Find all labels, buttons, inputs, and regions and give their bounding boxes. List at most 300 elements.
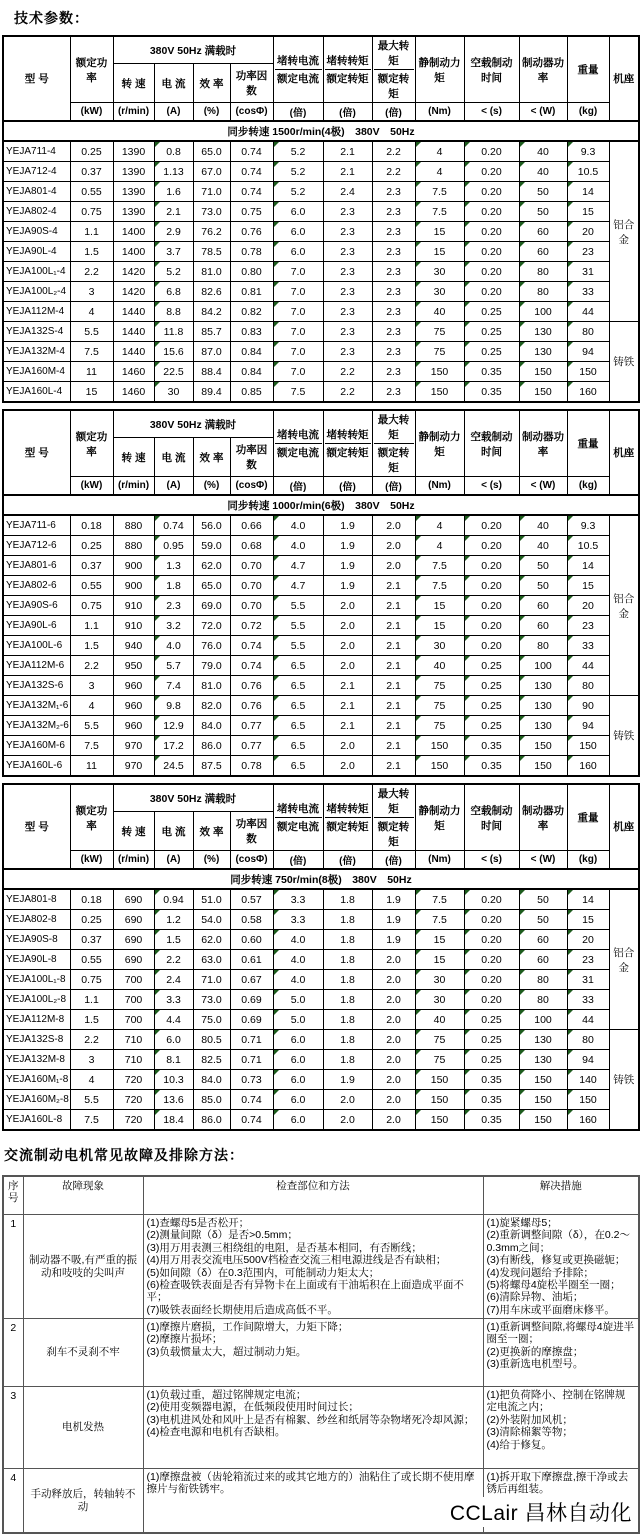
value-cell: 60 (519, 222, 567, 242)
spec-tables-container (2, 35, 638, 1131)
value-cell: 2.1 (323, 716, 372, 736)
model-cell: YEJA801-8 (3, 889, 70, 910)
sync-speed-subheader: 同步转速 750r/min(8极) 380V 50Hz (3, 869, 639, 889)
sync-speed-subheader: 同步转速 1500r/min(4极) 380V 50Hz (3, 121, 639, 141)
value-cell: 150 (519, 362, 567, 382)
value-cell: 1.8 (323, 1050, 372, 1070)
value-cell: 3 (70, 1050, 113, 1070)
value-cell: 4.7 (273, 576, 323, 596)
fault-no-cell: 4 (3, 1469, 23, 1534)
header-rated-power: 额定功率 (70, 36, 113, 103)
header-current: 电 流 (154, 438, 193, 477)
value-cell: 7.5 (415, 889, 464, 910)
unit-cell: < (W) (519, 851, 567, 870)
model-cell: YEJA132S-8 (3, 1030, 70, 1050)
value-cell: 75 (415, 676, 464, 696)
check-item: (1)摩擦盘被（齿轮箱流过来的或其它地方的）油粘住了或长期不使用摩擦片与衔铁锈牢。 (146, 1471, 475, 1496)
header-locked-rotor-current-ratio: 堵转电流 额定电流 (273, 784, 323, 851)
value-cell: 82.6 (193, 282, 230, 302)
value-cell: 4 (415, 536, 464, 556)
unit-cell: (Nm) (415, 477, 464, 496)
value-cell: 0.37 (70, 556, 113, 576)
header-power-factor: 功率因数 (230, 812, 273, 851)
value-cell: 10.5 (567, 536, 609, 556)
value-cell: 1390 (113, 202, 154, 222)
value-cell: 94 (567, 716, 609, 736)
value-cell: 3 (70, 676, 113, 696)
value-cell: 0.70 (230, 556, 273, 576)
value-cell: 2.3 (372, 382, 415, 403)
value-cell: 33 (567, 990, 609, 1010)
value-cell: 0.69 (230, 990, 273, 1010)
value-cell: 5.0 (273, 1010, 323, 1030)
value-cell: 0.82 (230, 302, 273, 322)
value-cell: 7.5 (70, 1110, 113, 1131)
model-cell: YEJA132M-4 (3, 342, 70, 362)
value-cell: 0.20 (464, 616, 519, 636)
value-cell: 130 (519, 1050, 567, 1070)
value-cell: 910 (113, 616, 154, 636)
spec-row (3, 162, 639, 182)
value-cell: 84.2 (193, 302, 230, 322)
value-cell: 50 (519, 182, 567, 202)
value-cell: 1.9 (372, 930, 415, 950)
value-cell: 0.20 (464, 182, 519, 202)
value-cell: 0.20 (464, 576, 519, 596)
value-cell: 30 (415, 282, 464, 302)
value-cell: 0.74 (154, 515, 193, 536)
value-cell: 85.7 (193, 322, 230, 342)
fix-item: (1)把负荷降小、控制在铭牌规定电流之内； (486, 1389, 626, 1414)
value-cell: 2.2 (372, 141, 415, 162)
value-cell: 2.3 (372, 322, 415, 342)
model-cell: YEJA712-6 (3, 536, 70, 556)
model-cell: YEJA160L-4 (3, 382, 70, 403)
value-cell: 7.0 (273, 302, 323, 322)
value-cell: 78.5 (193, 242, 230, 262)
value-cell: 15 (567, 910, 609, 930)
value-cell: 7.5 (415, 910, 464, 930)
value-cell: 1.8 (323, 1030, 372, 1050)
header-model: 型 号 (3, 784, 70, 869)
value-cell: 6.5 (273, 736, 323, 756)
spec-row (3, 262, 639, 282)
value-cell: 73.0 (193, 202, 230, 222)
spec-row (3, 1030, 639, 1050)
value-cell: 690 (113, 930, 154, 950)
check-item: (2)测量间隙（δ）是否>0.5mm； (146, 1229, 298, 1242)
spec-row (3, 616, 639, 636)
value-cell: 5.5 (273, 636, 323, 656)
value-cell: 2.2 (323, 362, 372, 382)
value-cell: 2.9 (154, 222, 193, 242)
value-cell: 50 (519, 576, 567, 596)
value-cell: 23 (567, 950, 609, 970)
value-cell: 80 (519, 990, 567, 1010)
check-item: (3)电机进风处和风叶上是否有棉絮、纱丝和纸屑等杂物堵死冷却风源； (146, 1413, 475, 1426)
value-cell: 0.75 (70, 970, 113, 990)
value-cell: 0.25 (464, 696, 519, 716)
value-cell: 80 (519, 262, 567, 282)
value-cell: 3.3 (273, 889, 323, 910)
value-cell: 0.70 (230, 596, 273, 616)
value-cell: 7.5 (415, 556, 464, 576)
value-cell: 11.8 (154, 322, 193, 342)
value-cell: 5.5 (70, 716, 113, 736)
check-item: (1)摩擦片磨损，工作间隙增大，力矩下降； (146, 1321, 349, 1333)
fix-item: (5)将螺母4旋松半圈至一圈； (486, 1278, 621, 1291)
unit-cell: (r/min) (113, 851, 154, 870)
fault-row (3, 1215, 639, 1319)
spec-table-2 (2, 409, 640, 777)
value-cell: 85.0 (193, 1090, 230, 1110)
model-cell: YEJA112M-6 (3, 656, 70, 676)
value-cell: 20 (567, 930, 609, 950)
value-cell: 150 (415, 362, 464, 382)
value-cell: 5.2 (154, 262, 193, 282)
value-cell: 3 (70, 282, 113, 302)
value-cell: 0.74 (230, 141, 273, 162)
check-item: (3)用万用表测三相绕组的电阻，是否基本相同，有否断线； (146, 1241, 422, 1254)
value-cell: 84.0 (193, 1070, 230, 1090)
value-cell: 2.1 (323, 162, 372, 182)
header-locked-rotor-torque-ratio: 堵转转矩 额定转矩 (323, 36, 372, 103)
value-cell: 0.20 (464, 141, 519, 162)
unit-cell: (kg) (567, 477, 609, 496)
value-cell: 2.4 (323, 182, 372, 202)
value-cell: 950 (113, 656, 154, 676)
value-cell: 82.0 (193, 696, 230, 716)
value-cell: 80 (567, 322, 609, 342)
value-cell: 4 (70, 302, 113, 322)
value-cell: 4.0 (273, 970, 323, 990)
header-rated-power: 额定功率 (70, 784, 113, 851)
value-cell: 75 (415, 1050, 464, 1070)
value-cell: 80.5 (193, 1030, 230, 1050)
value-cell: 0.20 (464, 970, 519, 990)
unit-cell: (倍) (372, 851, 415, 870)
check-item: (5)如间隙（δ）在0.3范围内，可能制动力矩太大； (146, 1266, 380, 1279)
value-cell: 1.8 (323, 990, 372, 1010)
value-cell: 1.8 (323, 950, 372, 970)
value-cell: 69.0 (193, 596, 230, 616)
header-load-group: 380V 50Hz 满载时 (113, 410, 273, 438)
header-weight: 重量 (567, 410, 609, 477)
model-cell: YEJA90S-6 (3, 596, 70, 616)
spec-row (3, 990, 639, 1010)
value-cell: 0.85 (230, 382, 273, 403)
value-cell: 11 (70, 362, 113, 382)
value-cell: 0.74 (230, 162, 273, 182)
value-cell: 0.35 (464, 756, 519, 777)
value-cell: 0.69 (230, 1010, 273, 1030)
value-cell: 40 (519, 162, 567, 182)
frame-group-cell: 铸铁 (609, 1030, 639, 1131)
value-cell: 1.1 (70, 990, 113, 1010)
value-cell: 71.0 (193, 182, 230, 202)
fix-item: (2)外装附加风机； (486, 1413, 573, 1426)
value-cell: 0.25 (464, 676, 519, 696)
value-cell: 2.0 (372, 1110, 415, 1131)
spec-row (3, 382, 639, 403)
model-cell: YEJA90S-8 (3, 930, 70, 950)
fault-symptom-cell: 电机发热 (23, 1387, 143, 1469)
value-cell: 87.5 (193, 756, 230, 777)
spec-row (3, 656, 639, 676)
check-item: (1)负载过重，超过铭牌规定电流； (146, 1389, 307, 1401)
value-cell: 59.0 (193, 536, 230, 556)
check-item: (7)吸铁表面经长期使用后造成高低不平。 (146, 1303, 338, 1316)
value-cell: 2.0 (323, 756, 372, 777)
frame-group-cell: 铸铁 (609, 322, 639, 403)
value-cell: 0.20 (464, 556, 519, 576)
value-cell: 0.25 (464, 342, 519, 362)
spec-row (3, 950, 639, 970)
value-cell: 0.71 (230, 1030, 273, 1050)
value-cell: 0.35 (464, 382, 519, 403)
value-cell: 4 (415, 162, 464, 182)
value-cell: 2.3 (154, 596, 193, 616)
value-cell: 720 (113, 1110, 154, 1131)
value-cell: 73.0 (193, 990, 230, 1010)
value-cell: 2.0 (323, 736, 372, 756)
fault-table-wrap (2, 1175, 638, 1534)
spec-row (3, 362, 639, 382)
value-cell: 7.5 (415, 182, 464, 202)
value-cell: 0.61 (230, 950, 273, 970)
value-cell: 0.71 (230, 1050, 273, 1070)
header-max-torque-ratio: 最大转矩 额定转矩 (372, 784, 415, 851)
value-cell: 75 (415, 1030, 464, 1050)
value-cell: 4.0 (154, 636, 193, 656)
value-cell: 30 (415, 636, 464, 656)
header-frame: 机座 (609, 410, 639, 495)
header-speed: 转 速 (113, 438, 154, 477)
value-cell: 7.4 (154, 676, 193, 696)
model-cell: YEJA711-4 (3, 141, 70, 162)
value-cell: 130 (519, 696, 567, 716)
value-cell: 0.66 (230, 515, 273, 536)
value-cell: 0.25 (70, 536, 113, 556)
fault-check-cell (143, 1319, 483, 1387)
value-cell: 6.5 (273, 716, 323, 736)
model-cell: YEJA160L-6 (3, 756, 70, 777)
spec-row (3, 636, 639, 656)
value-cell: 0.75 (70, 202, 113, 222)
model-cell: YEJA132M-8 (3, 1050, 70, 1070)
value-cell: 0.37 (70, 162, 113, 182)
spec-row (3, 736, 639, 756)
value-cell: 6.5 (273, 676, 323, 696)
value-cell: 0.77 (230, 736, 273, 756)
value-cell: 60 (519, 242, 567, 262)
value-cell: 75 (415, 342, 464, 362)
unit-cell: (kW) (70, 477, 113, 496)
value-cell: 2.0 (372, 950, 415, 970)
unit-cell: < (s) (464, 103, 519, 122)
value-cell: 1420 (113, 262, 154, 282)
value-cell: 50 (519, 556, 567, 576)
value-cell: 56.0 (193, 515, 230, 536)
value-cell: 0.20 (464, 536, 519, 556)
fault-check-cell (143, 1215, 483, 1319)
spec-row (3, 889, 639, 910)
unit-cell: (r/min) (113, 103, 154, 122)
value-cell: 60 (519, 596, 567, 616)
value-cell: 8.8 (154, 302, 193, 322)
value-cell: 0.25 (464, 656, 519, 676)
header-max-torque-ratio: 最大转矩 额定转矩 (372, 410, 415, 477)
value-cell: 150 (519, 1110, 567, 1131)
value-cell: 4 (70, 1070, 113, 1090)
value-cell: 2.0 (372, 1070, 415, 1090)
value-cell: 150 (519, 736, 567, 756)
unit-cell: (Nm) (415, 103, 464, 122)
value-cell: 0.20 (464, 162, 519, 182)
value-cell: 2.0 (372, 1090, 415, 1110)
spec-row (3, 1110, 639, 1131)
check-item: (1)查螺母5是否松开； (146, 1217, 250, 1229)
value-cell: 5.7 (154, 656, 193, 676)
header-current: 电 流 (154, 64, 193, 103)
value-cell: 8.1 (154, 1050, 193, 1070)
value-cell: 5.0 (273, 990, 323, 1010)
header-power-factor: 功率因数 (230, 438, 273, 477)
value-cell: 87.0 (193, 342, 230, 362)
fix-item: (3)有断线，修复或更换磁轭； (486, 1254, 626, 1267)
value-cell: 900 (113, 556, 154, 576)
value-cell: 6.0 (273, 1050, 323, 1070)
spec-row (3, 182, 639, 202)
value-cell: 1400 (113, 242, 154, 262)
value-cell: 7.0 (273, 322, 323, 342)
value-cell: 2.0 (372, 970, 415, 990)
value-cell: 1.1 (70, 616, 113, 636)
value-cell: 2.1 (372, 616, 415, 636)
fault-row (3, 1387, 639, 1469)
value-cell: 2.3 (323, 302, 372, 322)
value-cell: 2.3 (372, 362, 415, 382)
unit-cell: (倍) (372, 477, 415, 496)
value-cell: 30 (415, 990, 464, 1010)
value-cell: 33 (567, 282, 609, 302)
value-cell: 1.9 (323, 515, 372, 536)
value-cell: 2.3 (372, 182, 415, 202)
frame-group-cell: 铝合金 (609, 141, 639, 322)
spec-row (3, 756, 639, 777)
value-cell: 970 (113, 736, 154, 756)
value-cell: 30 (154, 382, 193, 403)
value-cell: 690 (113, 889, 154, 910)
header-static-brake-torque: 静制动力矩 (415, 784, 464, 851)
fix-item: (1)旋紧螺母5； (486, 1217, 558, 1229)
value-cell: 0.35 (464, 1110, 519, 1131)
value-cell: 89.4 (193, 382, 230, 403)
model-cell: YEJA112M-8 (3, 1010, 70, 1030)
unit-cell: (倍) (273, 851, 323, 870)
value-cell: 700 (113, 970, 154, 990)
value-cell: 80 (519, 970, 567, 990)
fault-fix-cell (483, 1215, 639, 1319)
value-cell: 15 (567, 576, 609, 596)
value-cell: 4.7 (273, 556, 323, 576)
value-cell: 0.84 (230, 342, 273, 362)
value-cell: 7.5 (415, 576, 464, 596)
value-cell: 1460 (113, 362, 154, 382)
value-cell: 15 (415, 222, 464, 242)
value-cell: 0.20 (464, 596, 519, 616)
value-cell: 700 (113, 1010, 154, 1030)
value-cell: 150 (567, 736, 609, 756)
value-cell: 1420 (113, 282, 154, 302)
spec-row (3, 141, 639, 162)
value-cell: 1440 (113, 342, 154, 362)
fault-check-cell (143, 1469, 483, 1534)
value-cell: 60 (519, 930, 567, 950)
model-cell: YEJA100L₂-8 (3, 990, 70, 1010)
value-cell: 150 (519, 1090, 567, 1110)
model-cell: YEJA112M-4 (3, 302, 70, 322)
value-cell: 0.20 (464, 222, 519, 242)
value-cell: 1.9 (372, 910, 415, 930)
value-cell: 2.1 (323, 696, 372, 716)
value-cell: 0.25 (464, 716, 519, 736)
check-item: (2)摩擦片损坏； (146, 1333, 223, 1346)
value-cell: 15 (415, 950, 464, 970)
value-cell: 1.5 (154, 930, 193, 950)
model-cell: YEJA160M-4 (3, 362, 70, 382)
fault-fix-cell (483, 1319, 639, 1387)
value-cell: 4.4 (154, 1010, 193, 1030)
model-cell: YEJA100L₁-8 (3, 970, 70, 990)
frame-group-cell: 铝合金 (609, 515, 639, 696)
unit-cell: (kg) (567, 103, 609, 122)
model-cell: YEJA160M₂-8 (3, 1090, 70, 1110)
value-cell: 2.0 (372, 1010, 415, 1030)
value-cell: 80 (519, 636, 567, 656)
value-cell: 5.5 (273, 616, 323, 636)
header-weight: 重量 (567, 36, 609, 103)
unit-cell: (倍) (372, 103, 415, 122)
value-cell: 6.8 (154, 282, 193, 302)
value-cell: 7.0 (273, 342, 323, 362)
value-cell: 100 (519, 656, 567, 676)
value-cell: 2.3 (323, 322, 372, 342)
value-cell: 0.20 (464, 930, 519, 950)
value-cell: 2.1 (372, 596, 415, 616)
value-cell: 15 (415, 930, 464, 950)
value-cell: 0.94 (154, 889, 193, 910)
spec-row (3, 322, 639, 342)
value-cell: 76.2 (193, 222, 230, 242)
value-cell: 1.2 (154, 910, 193, 930)
unit-cell: (A) (154, 103, 193, 122)
value-cell: 62.0 (193, 930, 230, 950)
unit-cell: (kW) (70, 851, 113, 870)
value-cell: 2.2 (372, 162, 415, 182)
header-no-load-brake-time: 空载制动时间 (464, 410, 519, 477)
spec-row (3, 696, 639, 716)
value-cell: 2.0 (372, 556, 415, 576)
value-cell: 0.20 (464, 242, 519, 262)
value-cell: 2.0 (323, 656, 372, 676)
fault-col-fix: 解决措施 (483, 1176, 639, 1215)
model-cell: YEJA100L-6 (3, 636, 70, 656)
value-cell: 63.0 (193, 950, 230, 970)
value-cell: 2.0 (372, 1050, 415, 1070)
value-cell: 13.6 (154, 1090, 193, 1110)
value-cell: 2.0 (323, 616, 372, 636)
